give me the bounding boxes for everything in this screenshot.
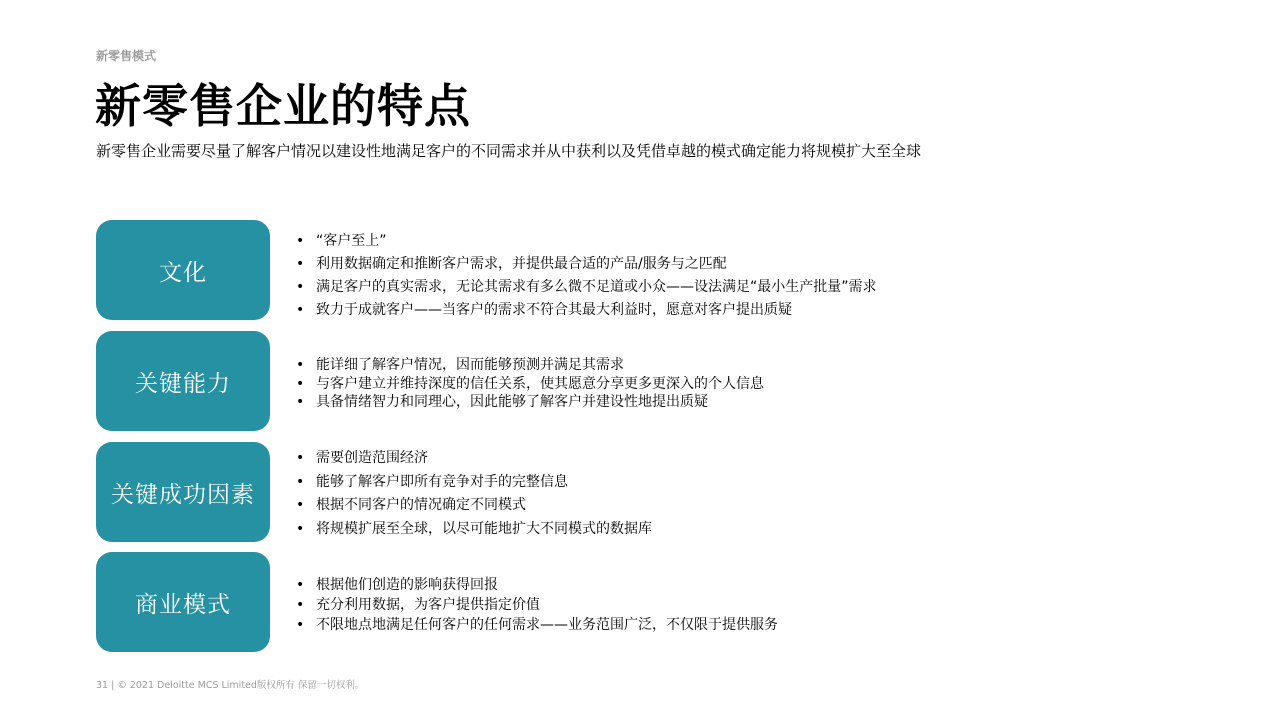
key-success-factors-label: 关键成功因素 [111,481,255,508]
bullet-item: • 充分利用数据，为客户提供指定价值 [296,597,540,613]
culture-tile [96,220,270,320]
key-success-factors-tile [96,442,270,542]
bullet-item: • 需要创造范围经济 [296,447,652,471]
bullet-dot: • [296,617,305,633]
key-success-factors-bullets [296,447,652,541]
footer-copyright: 31 | © 2021 Deloitte MCS Limited版权所有 保留一切权利。 [96,680,365,691]
bullet-dot: • [296,233,305,249]
bullet-item: • “客户至上” [296,230,877,253]
bullet-dot: • [296,597,305,613]
bullet-item: • 根据他们创造的影响获得回报 [296,577,498,593]
bullet-dot: • [296,302,305,318]
bullet-dot: • [296,497,305,513]
bullet-item: • 能够了解客户即所有竞争对手的完整信息 [296,471,652,495]
bullet-item: • 根据不同客户的情况确定不同模式 [296,494,652,518]
section-culture [96,220,1196,320]
business-model-bullets [296,575,778,635]
bullet-dot: • [296,256,305,272]
bullet-dot: • [296,394,305,410]
bullet-item: • 不限地点地满足任何客户的任何需求——业务范围广泛，不仅限于提供服务 [296,617,778,633]
bullet-item: • 利用数据确定和推断客户需求，并提供最合适的产品/服务与之匹配 [296,253,877,276]
section-key-capabilities [96,331,1196,431]
bullet-item: • 能详细了解客户情况，因而能够预测并满足其需求 [296,357,624,373]
bullet-item: • 具备情绪智力和同理心，因此能够了解客户并建设性地提出质疑 [296,394,708,410]
bullet-dot: • [296,450,305,466]
bullet-dot: • [296,279,305,295]
bullet-dot: • [296,577,305,593]
culture-bullets [296,230,877,322]
bullet-dot: • [296,473,305,490]
bullet-dot: • [296,520,305,537]
page-title: 新零售企业的特点 [95,79,471,133]
section-business-model [96,552,1196,652]
key-capabilities-bullets [296,356,764,412]
bullet-item: • 满足客户的真实需求，无论其需求有多么微不足道或小众——设法满足“最小生产批量”需求 [296,276,877,299]
business-model-label: 商业模式 [135,591,231,618]
key-capabilities-label: 关键能力 [135,370,231,397]
key-capabilities-tile [96,331,270,431]
page-subtitle: 新零售企业需要尽量了解客户情况以建设性地满足客户的不同需求并从中获利以及凭借卓越的模式确定能力将规模扩大至全球 [96,142,922,160]
bullet-item: • 致力于成就客户——当客户的需求不符合其最大利益时，愿意对客户提出质疑 [296,299,877,322]
bullet-dot: • [296,357,305,373]
bullet-item: • 与客户建立并维持深度的信任关系，使其愿意分享更多更深入的个人信息 [296,375,764,392]
business-model-tile [96,552,270,652]
culture-label: 文化 [159,259,207,286]
eyebrow-label: 新零售模式 [96,49,157,63]
section-key-success-factors [96,442,1196,542]
bullet-item: • 将规模扩展至全球，以尽可能地扩大不同模式的数据库 [296,518,652,542]
bullet-dot: • [296,375,305,392]
